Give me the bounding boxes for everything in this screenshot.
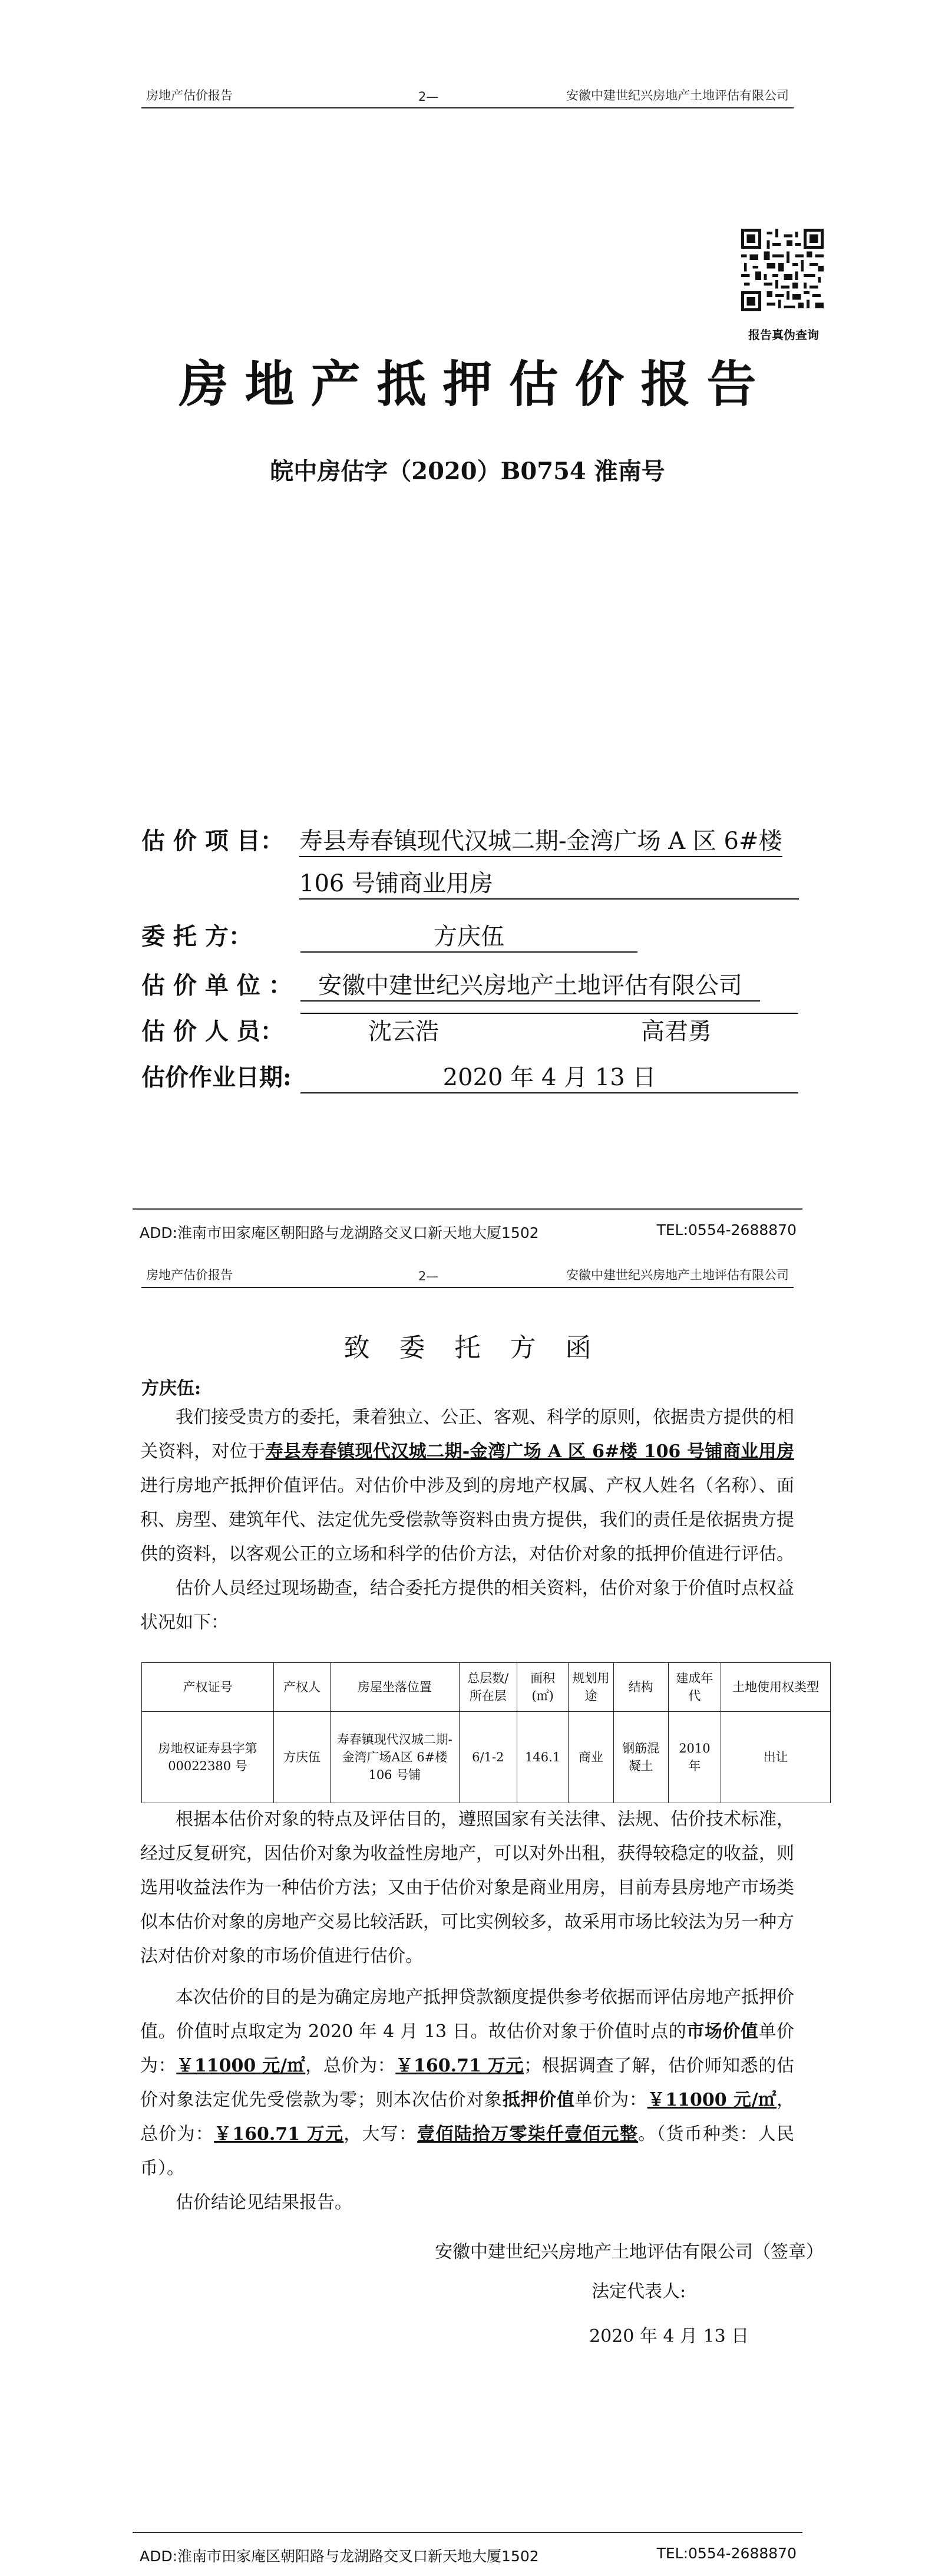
table-header-row (142, 1663, 831, 1712)
appraiser-1: 沈云浩 (368, 1018, 439, 1045)
p4-market-unit-price: ￥11000 元/㎡ (176, 2055, 306, 2076)
p1-property-name: 寿县寿春镇现代汉城二期-金湾广场 A 区 6#楼 106 号铺商业用房 (265, 1441, 794, 1462)
page-header (141, 1263, 794, 1288)
unit-value: 安徽中建世纪兴房地产土地评估有限公司 (300, 967, 760, 1002)
table-header: 规划用途 (569, 1663, 613, 1712)
footer-address: ADD:淮南市田家庵区朝阳路与龙湖路交叉口新天地大厦1502 (140, 2548, 539, 2565)
letter-paragraph-5: 估价结论见结果报告。 (176, 2192, 352, 2213)
table-cell: 出让 (721, 1712, 831, 1803)
appraiser-row (141, 1013, 807, 1046)
page-header (141, 84, 794, 108)
p4-mortgage-total-price: ￥160.71 万元 (213, 2124, 344, 2145)
table-cell: 商业 (569, 1712, 613, 1803)
appraiser-label: 估 价 人 员： (141, 1017, 284, 1045)
unit-row (141, 967, 807, 1000)
header-left: 房地产估价报告 (146, 1268, 233, 1282)
report-title: 房地产抵押估价报告 (179, 355, 773, 413)
project-label: 估 价 项 目： (141, 827, 284, 855)
table-cell: 钢筋混凝土 (613, 1712, 668, 1803)
table-header: 面积(㎡) (517, 1663, 568, 1712)
date-label: 估价作业日期: (141, 1063, 292, 1091)
table-header: 建成年代 (668, 1663, 721, 1712)
p4-market-value-label: 市场价值 (686, 2021, 759, 2042)
p4-text: ；根据调查了解，估价师知悉的估价对象法定优先受偿款为零；则本次估价对象 (140, 2055, 795, 2110)
letter-paragraph-3: 根据本估价对象的特点及评估目的，遵照国家有关法律、法规、估价技术标准，经过反复研究，因估价对象为收益性房地产，可以对外出租，获得较稳定的收益，则选用收益法作为一种估价方法；又由于估价对象是商业用房，目前寿县房地产市场类似本估价对象的房地产交易比较活跃，可比实例较多，故采用市场比较法为另一种方法对估价对象的市场价值进行估价。 (140, 1809, 794, 1966)
unit-label: 估 价 单 位 ： (141, 971, 292, 999)
table-header: 产权人 (273, 1663, 330, 1712)
p4-mortgage-value-label: 抵押价值 (502, 2090, 575, 2110)
letter-paragraph-4 (140, 1981, 794, 2186)
project-value-line1: 寿县寿春镇现代汉城二期-金湾广场 A 区 6#楼 (299, 822, 782, 857)
date-row (141, 1059, 807, 1092)
footer-tel: TEL:0554-2688870 (656, 2545, 797, 2562)
p4-text: ，总价为： (140, 2090, 795, 2145)
client-value: 方庆伍 (300, 918, 637, 953)
table-header: 房屋坐落位置 (331, 1663, 460, 1712)
signature-date: 2020 年 4 月 13 日 (589, 2326, 749, 2347)
table-header: 总层数/所在层 (459, 1663, 517, 1712)
p4-mortgage-unit-price: ￥11000 元/㎡ (647, 2090, 777, 2110)
qr-caption: 报告真伪查询 (748, 328, 819, 342)
appraiser-2: 高君勇 (641, 1018, 712, 1045)
header-page-number: 2— (418, 1269, 439, 1283)
p1-text-b: 进行房地产抵押价值评估。对估价中涉及到的房地产权属、产权人姓名（名称）、面积、房型、建筑年代、法定优先受偿款等资料由贵方提供，我们的责任是依据贵方提供的资料，以客观公正的立场和科学的估价方法，对估价对象的抵押价值进行评估。 (140, 1475, 794, 1564)
letter-body-2 (140, 1803, 794, 2220)
p4-amount-in-words: 壹佰陆拾万零柒仟壹佰元整 (417, 2124, 639, 2145)
letter-title: 致委托方函 (343, 1333, 621, 1363)
table-cell: 方庆伍 (273, 1712, 330, 1803)
letter-paragraph-2: 估价人员经过现场勘查，结合委托方提供的相关资料，估价对象于价值时点权益状况如下： (140, 1578, 794, 1633)
table-cell: 2010 年 (668, 1712, 721, 1803)
table-row (142, 1712, 831, 1803)
date-value: 2020 年 4 月 13 日 (300, 1059, 798, 1093)
signature-company: 安徽中建世纪兴房地产土地评估有限公司（签章） (435, 2242, 824, 2262)
p1-text-a: 我们接受贵方的委托，秉着独立、公正、客观、科学的原则，依据贵方提供的相关资料，对位于 (140, 1407, 794, 1462)
project-value-line2: 106 号铺商业用房 (299, 865, 799, 900)
header-right: 安徽中建世纪兴房地产土地评估有限公司 (566, 1268, 789, 1282)
p4-text: 本次估价的目的是为确定房地产抵押贷款额度提供参考依据而评估房地产抵押价值。价值时点取定为 2020 年 4 月 13 日。故估价对象于价值时点的 (140, 1987, 794, 2042)
qr-code-icon[interactable] (741, 229, 824, 311)
document-number: 皖中房估字（2020）B0754 淮南号 (270, 457, 665, 485)
letter-paragraph-1 (140, 1401, 794, 1640)
property-table (141, 1662, 831, 1803)
signature-representative: 法定代表人: (592, 2281, 686, 2302)
page-footer (133, 1208, 802, 1239)
table-header: 产权证号 (142, 1663, 274, 1712)
table-cell: 146.1 (517, 1712, 568, 1803)
table-cell: 房地权证寿县字第00022380 号 (142, 1712, 274, 1803)
table-cell: 寿春镇现代汉城二期-金湾广场A区 6#楼 106 号铺 (331, 1712, 460, 1803)
cover-page (0, 0, 935, 1247)
table-header: 结构 (613, 1663, 668, 1712)
letter-salutation: 方庆伍: (141, 1378, 201, 1399)
p4-text: ，总价为： (305, 2055, 396, 2076)
page-footer (133, 2532, 802, 2565)
project-row (141, 822, 807, 899)
header-right: 安徽中建世纪兴房地产土地评估有限公司 (566, 88, 789, 103)
table-header: 土地使用权类型 (721, 1663, 831, 1712)
client-row (141, 918, 807, 951)
footer-tel: TEL:0554-2688870 (656, 1221, 797, 1238)
header-left: 房地产估价报告 (146, 88, 233, 103)
footer-address: ADD:淮南市田家庵区朝阳路与龙湖路交叉口新天地大厦1502 (140, 1224, 539, 1241)
p4-market-total-price: ￥160.71 万元 (395, 2055, 524, 2076)
p4-text: 单价为： (140, 2021, 795, 2076)
p4-text: ，大写： (343, 2124, 418, 2145)
header-page-number: 2— (418, 90, 439, 104)
client-label: 委 托 方： (141, 923, 252, 950)
p4-text: 。（货币种类：人民币）。 (140, 2124, 795, 2179)
p4-text: 单价为： (574, 2090, 647, 2110)
table-cell: 6/1-2 (459, 1712, 517, 1803)
